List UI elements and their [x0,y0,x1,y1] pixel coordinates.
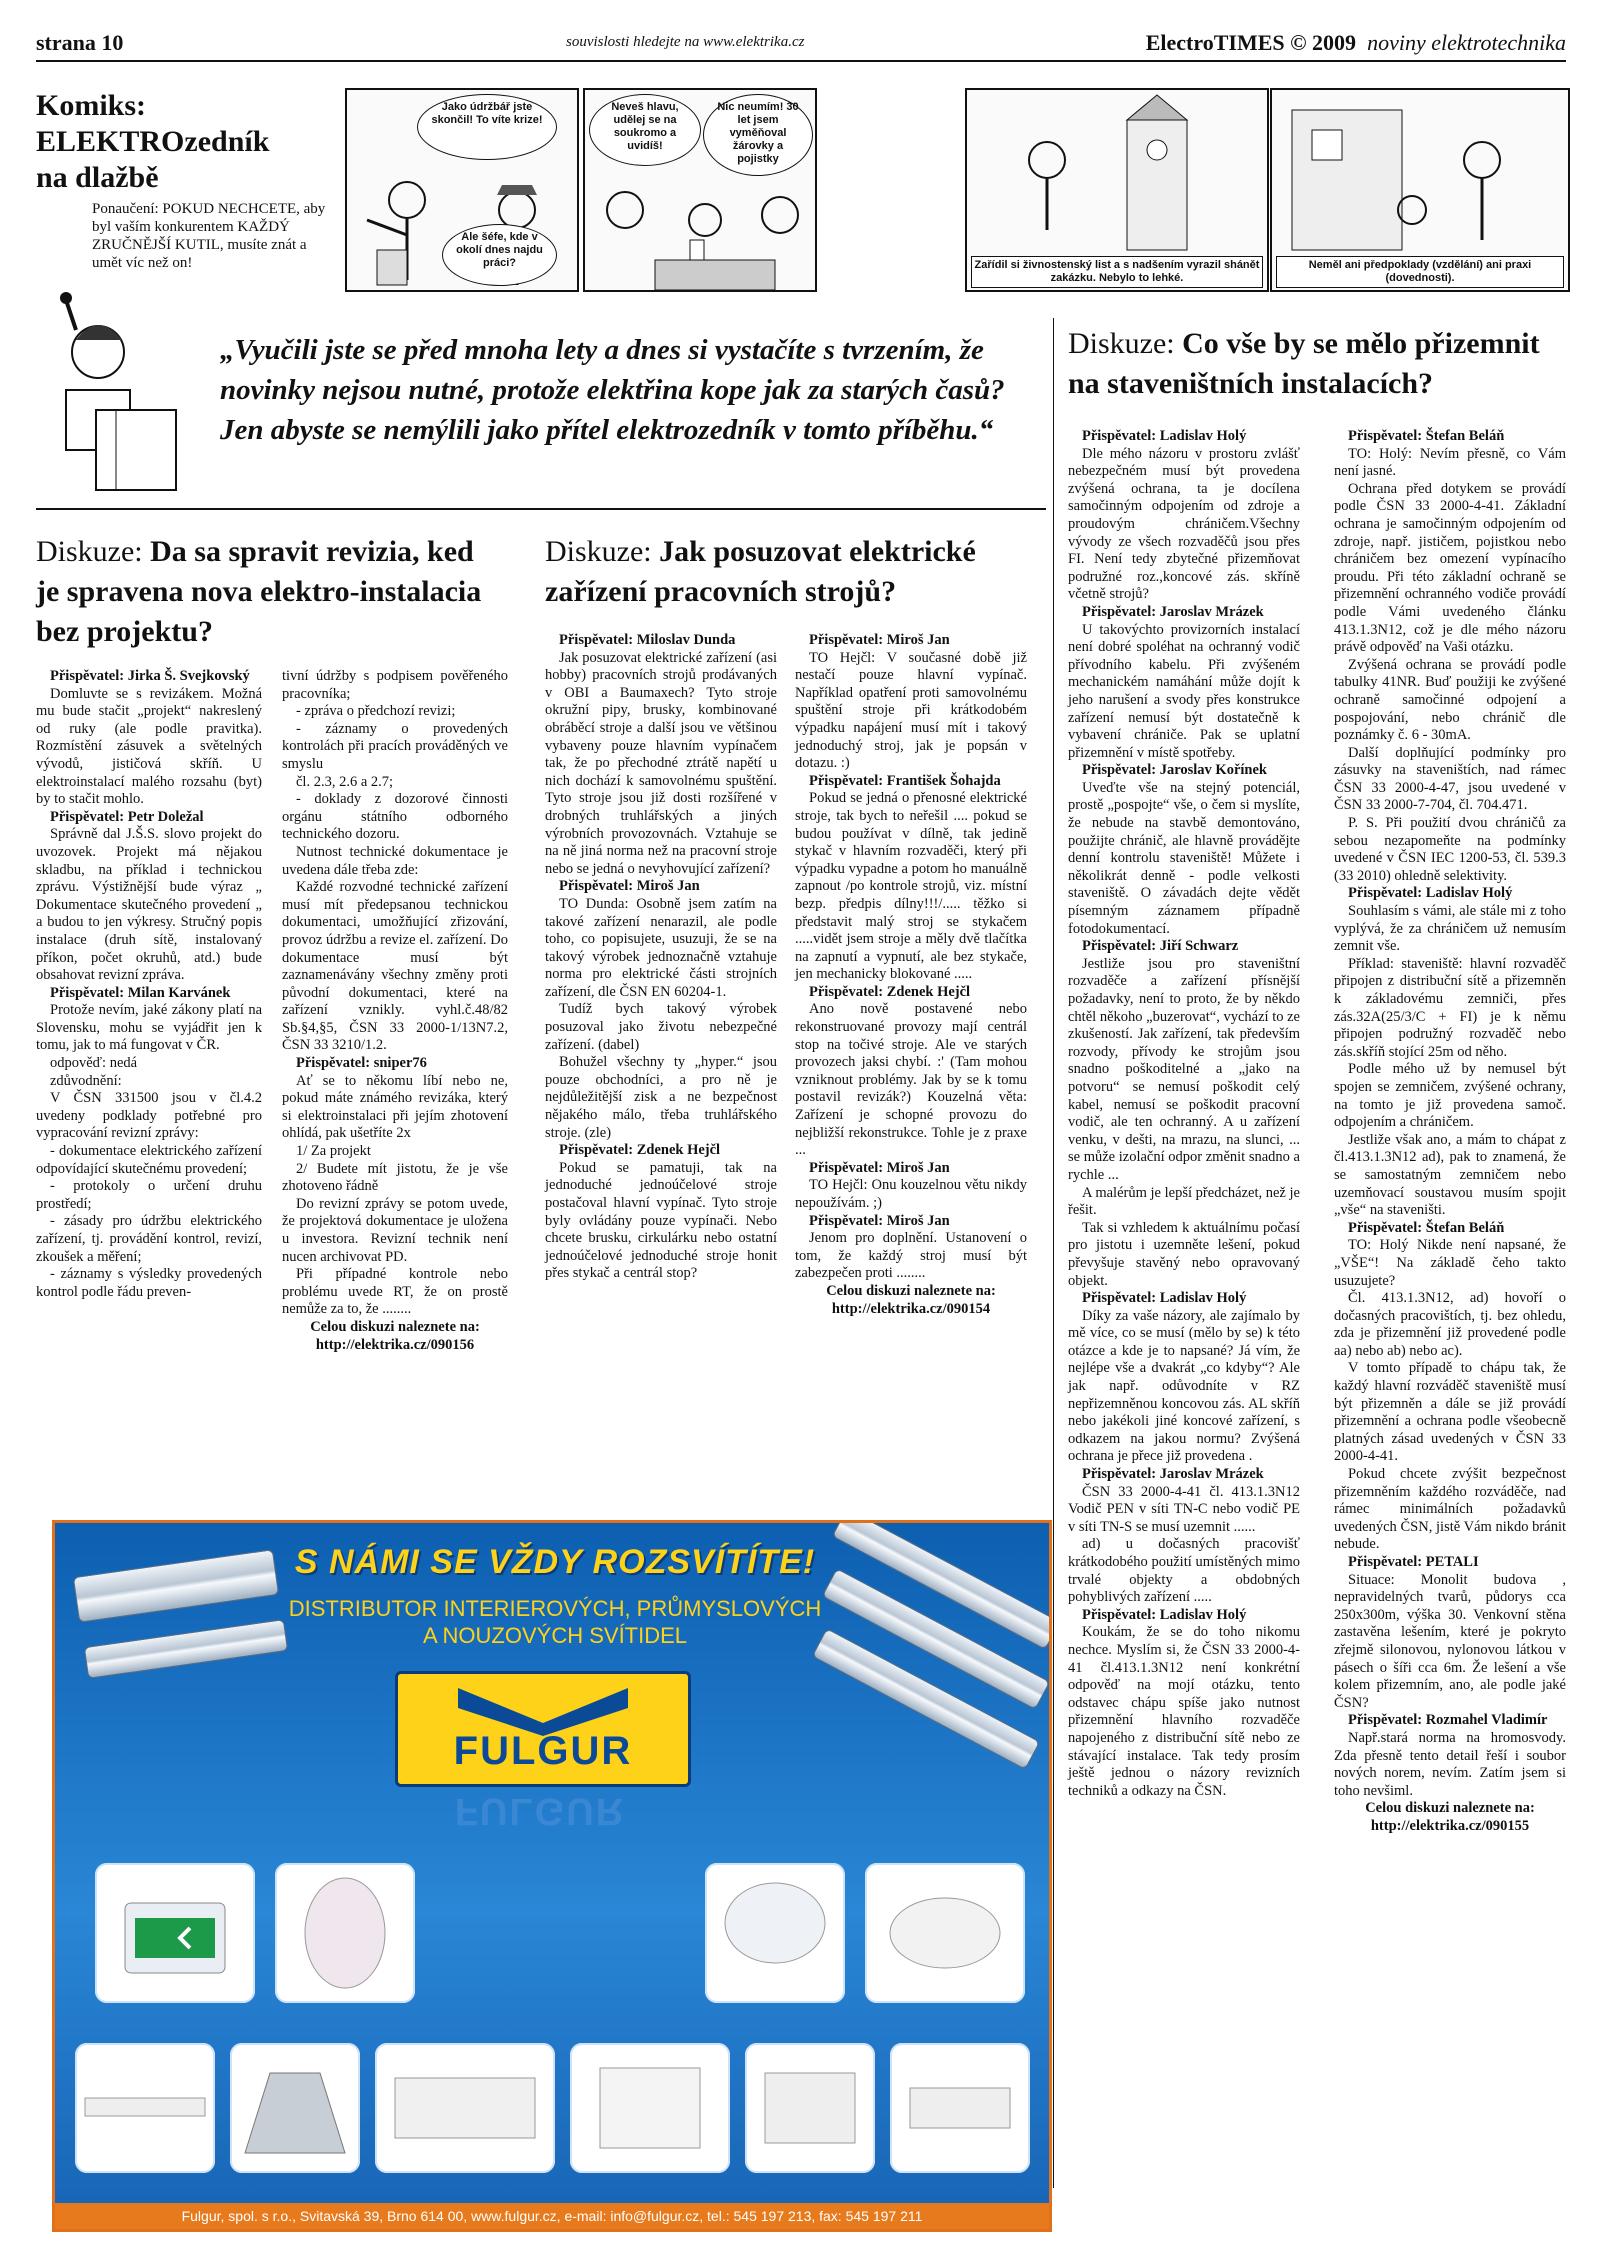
comic-caption: Neměl ani předpoklady (vzdělání) ani praxi (dovednosti). [1276,256,1564,288]
contributor-name: Přispěvatel: Štefan Beláň [1348,1219,1505,1236]
pull-quote: „Vyučili jste se před mnoha lety a dnes si vystačíte s tvrzením, že novinky nejsou nutné, protože elektřina kope jak za starých časů? Jen abyste se nemýlili jako přítel elektrozedník v tomto příběhu.“ [220,334,1005,446]
discussion-link[interactable]: Celou diskuzi naleznete na: http://elektrika.cz/090156 [310,1318,480,1353]
discussion-2-col-1 [545,632,777,1283]
paragraph: 2/ Budete mít jistotu, že je vše zhotoveno řádně [282,1160,508,1195]
paragraph: Podle mého už by nemusel být spojen se zemničem, zvýšené ochrany, na tomto je již provedena samoč. odpojením a chráničem. [1334,1061,1566,1131]
contributor-name: Přispěvatel: PETALI [1348,1554,1479,1570]
paragraph: čl. 2.3, 2.6 a 2.7; [296,773,394,790]
disc-lamp-icon [705,1863,845,2003]
column-divider [1053,318,1054,2188]
paragraph: Každé rozvodné technické zařízení musí mít předepsanou technickou dokumentaci, umožňující zřizování, provoz údržbu a revize el. zařízení. Do dokumentace musí být zaznamenávány všechny změny proti původní dokumentaci, které na zařízení vznikly. vyhl.č.48/82 Sb.§4,§5, ČSN 33 2000-1/13N7.2, ČSN 33 3210/1.2. [282,879,508,1054]
round-lamp-icon [865,1863,1025,2003]
contributor-name: Přispěvatel: Jirka Š. Svejkovský [50,668,250,684]
contributor-name: Přispěvatel: Ladislav Holý [1082,428,1247,444]
paragraph: TO: Holý: Nevím přesně, co Vám není jasné. [1334,445,1566,480]
comic-moral: Ponaučení: POKUD NECHCETE, aby byl vaším konkurentem KAŽDÝ ZRUČNĚJŠÍ KUTIL, musíte znát a umět víc než on! [92,201,326,271]
contributor-name: Přispěvatel: František Šohajda [809,772,1001,789]
paragraph: tivní údržby s podpisem pověřeného pracovníka; [282,668,508,702]
contributor-name: Přispěvatel: Miroš Jan [809,1159,950,1176]
comic-title-line-3: na dlažbě [36,161,159,194]
comic-caption: Zařídil si živnostenský list a s nadšením vyrazil shánět zakázku. Nebylo to lehké. [971,256,1263,288]
paragraph: Jestliže jsou pro staveništní rozvaděče a zařízení přísnější požadavky, není to proto, že by někdo chtěl někoho „buzerovat“, vychází to ze zkušeností. Jak zařízení, tak především rozvody, přívody ke strojům jsou snadno poškoditelné a „jako na potvoru“ se nemusí poškodit celý kabel, nemusí se poškodit pracovní vodič, ale ten ochranný. A u zařízení venku, v dešti, na mrazu, na slunci, ... se může izolační odpor změnit snadno a rychle ... [1068,955,1300,1183]
tagline: noviny elektrotechnika [1367,30,1566,55]
fulgur-advertisement[interactable] [52,1520,1052,2232]
contributor-name: Přispěvatel: Rozmahel Vladimír [1348,1712,1548,1729]
contributor-name: Přispěvatel: Jaroslav Mrázek [1082,603,1264,620]
comic-panel-3 [965,88,1269,292]
wall-lamp-icon [745,2043,875,2173]
paragraph: 1/ Za projekt [296,1143,371,1160]
brand: ElectroTIMES © 2009 [1145,30,1357,55]
paragraph: Uveďte vše na stejný potenciál, prostě „pospojte“ vše, o čem si myslíte, že nebude na stavbě demontováno, použijte chránič, ale hlavně provádějte denní kontrolu staveniště! Můžete i několikrát denně - podle velkosti staveniště. O závadách dejte vědět písemným záznamem případně fotodokumentací. [1068,779,1300,937]
contributor-name: Přispěvatel: Jiří Schwarz [1082,938,1239,955]
paragraph: Tak si vzhledem k aktuálnímu počasí pro jistotu i uzemněte lešení, pokud převyšuje stavěný nebo opravovaný objekt. [1068,1219,1300,1289]
paragraph: Ať se to někomu líbí nebo ne, pokud máte známého revizáka, který si elektroinstalaci při jejím zhotovení ohlídá, pak ušetříte 2x [282,1072,508,1142]
paragraph: V ČSN 331500 jsou v čl.4.2 uvedeny podklady potřebné pro vypracování revizní zprávy: [36,1090,262,1142]
page-header [36,30,1566,62]
comic-title [36,88,269,196]
ad-footer[interactable]: Fulgur, spol. s r.o., Svitavská 39, Brno 614 00, www.fulgur.cz, e-mail: info@fulgur.cz, tel.: 545 197 213, fax: 545 197 211 [55,2203,1049,2229]
product-wall-light [745,2043,875,2173]
product-strip-light [75,2043,215,2173]
paragraph: Nutnost technické dokumentace je uvedena dále třeba zde: [282,843,508,878]
paragraph: ČSN 33 2000-4-41 čl. 413.1.3N12 Vodič PEN v síti TN-C nebo vodič PE v síti TN-S se musí uzemnit ...... [1068,1483,1300,1535]
paragraph: - zpráva o předchozí revizi; [296,703,456,720]
paragraph: - záznamy s výsledky provedených kontrol podle řádu preven- [36,1266,262,1300]
contributor-name: Přispěvatel: Zdenek Hejčl [809,983,971,1000]
paragraph: Jak posuzovat elektrické zařízení (asi hobby) pracovních strojů prodávaných v OBI a Baumaxech? Tyto stroje okružní pipy, brusky, kombinované obráběcí stroje a další jsou ve většinou vybaveny pouze hlavním vypínačem tak, že po přechodné ztrátě napětí u nich dochází k samovolnému spuštění. Tyto stroje jsou již dosti rozšířené v drobných truhlářských a jiných výrobních provozovnách. Vztahuje se na ně jiná norma než na pracovní stroje nebo se jedná o nevyhovující zařízení? [545,649,777,877]
paragraph: Ano nově postavené nebo rekonstruované provozy mají centrál stop na točivé stroje. Ale ve starých provozech jaksi chybí. :' (Tam mohou vzniknout problémy. Jak by se k tomu postavil revizák?) Kouzelná věta: Zařízení je schopné provozu do nejbližší rekonstrukce. Tohle je z praxe ... [795,1001,1027,1159]
paragraph: - zásady pro údržbu elektrického zařízení, tj. provádění kontrol, revizí, zkoušek a měření; [36,1213,262,1265]
strip-lamp-icon [75,2043,215,2173]
paragraph: Při případné kontrole nebo problému uvede RT, že on prostě nemůže za to, že ........ [282,1266,508,1318]
product-emergency-light [95,1863,255,2003]
contributor-name: Přispěvatel: Zdenek Hejčl [559,1142,721,1159]
speech-bubble: Nic neumím! 30 let jsem vyměňoval žárovky a pojistky [703,94,813,176]
product-round-light [865,1863,1025,2003]
oval-lamp-icon [275,1863,415,2003]
product-panel-light [375,2043,555,2173]
paragraph: odpověď: nedá [50,1055,138,1072]
paragraph: V tomto případě to chápu tak, že každý hlavní rozváděč staveniště musí být přizemněn a dále se již provádí přizemnění a ochrana podle všeobecně platných zásad uvedených v ČSN 33 2000-4-41. [1334,1360,1566,1465]
contributor-name: Přispěvatel: Ladislav Holý [1082,1606,1247,1623]
contributor-name: Přispěvatel: Ladislav Holý [1348,885,1513,902]
paragraph: Souhlasím s vámi, ale stále mi z toho vyplývá, že za chráničem už nemusím zemnit vše. [1334,903,1566,955]
paragraph: Jestliže však ano, a mám to chápat z čl.413.1.3N12 ad), pak to znamená, že se samostatným zemničem nebo uzemňovací soustavou musím spojit „vše“ na staveništi. [1334,1131,1566,1219]
ad-subheadline: DISTRIBUTOR INTERIEROVÝCH, PRŮMYSLOVÝCH A NOUZOVÝCH SVÍTIDEL [288,1596,822,1648]
paragraph: A malérům je lepší předcházet, než je řešit. [1068,1184,1300,1219]
discussion-link[interactable]: Celou diskuzi naleznete na: http://elektrika.cz/090154 [826,1282,996,1317]
paragraph: Jenom pro doplnění. Ustanovení o tom, že každý stroj musí být zabezpečen proti ........ [795,1230,1027,1282]
comic-title-line-1: Komiks: [36,89,147,122]
paragraph: Bohužel všechny ty „hyper.“ jsou pouze obchodníci, a pro ně je nejdůležitější zisk a ne bezpečnost nějakého málo, třeba truhlářského stroje. (zle) [545,1054,777,1141]
paragraph: Pokud chcete zvýšit bezpečnost přizemněním každého rozváděče, nad rámec minimálních požadavků uvedených ČSN, jistě Vám nikdo bránit nebude. [1334,1466,1566,1553]
contributor-name: Přispěvatel: Milan Karvánek [50,984,231,1001]
comic-panel-2 [583,88,817,292]
contributor-name: Přispěvatel: Miloslav Dunda [559,632,736,648]
discussion-3-col-2 [1334,428,1566,1836]
paragraph: Správně dal J.Š.S. slovo projekt do uvozovek. Projekt má nějakou skladbu, na příklad i technickou zprávu. Výstižnější bude výraz „ Dokumentace skutečného provedení „ a budou to jen výkresy. Stručný popis instalace (druh sítě, instalovaný příkon, počet okruhů, atd.) bude obsahovat revizní zpráva. [36,826,262,984]
product-linear-light [890,2043,1030,2173]
paragraph: Domluvte se s revizákem. Možná mu bude stačit „projekt“ nakreslený od ruky (ale podle pravitka). Rozmístění zásuvek a světelných vývodů, jističová skříň. U elektroinstalací malého rozsahu (byt) by to stačit mohlo. [36,685,262,808]
paragraph: Zvýšená ochrana se provádí podle tabulky 41NR. Buď použiji ke zvýšené ochraně samočinné odpojení a pospojování, nebo chránič dle poznámky č. 6 - 30mA. [1334,656,1566,744]
header-link[interactable]: souvislosti hledejte na www.elektrika.cz [566,34,805,50]
ad-headline: S NÁMI SE VŽDY ROZSVÍTÍTE! [294,1543,816,1581]
discussion-1-title: Diskuze: Da sa spravit revizia, ked je spravena nova elektro-instalacia bez projektu? [36,535,482,648]
paragraph: TO Dunda: Osobně jsem zatím na takové zařízení nenarazil, ale podle toho, co popisujete, usuzuji, že se na takový výrobek jednoznačně vztahuje norma pro elektrické části strojních zařízení, dle ČSN EN 60204-1. [545,895,777,1000]
contributor-name: Přispěvatel: Štefan Beláň [1348,428,1505,444]
paragraph: Např.stará norma na hromosvody. Zda přesně tento detail řeší i soubor nových norem, nevím. Zatím jsem si toho nevšiml. [1334,1729,1566,1799]
paragraph: P. S. Při použití dvou chráničů za sebou nezapomeňte na podmínky uvedené v ČSN IEC 1200-53, čl. 539.3 (33 2010) ohledně selektivity. [1334,815,1566,884]
page-number: strana 10 [36,30,124,55]
panel-lamp-icon [375,2043,555,2173]
paragraph: zdůvodnění: [50,1072,122,1089]
paragraph: Ochrana před dotykem se provádí podle ČSN 33 2000-4-41. Základní ochrana je samočinným odpojením od zdroje, např. jističem, pojistkou nebo chráničem bez omezení vypínacího proudu. Při této základní ochraně se přizemnění ochranného vodiče provádí podle Vámi uvedeného článku 413.1.3N12, což je dle mého názoru právě odpověď na Vaši otázku. [1334,480,1566,656]
speech-bubble: Neveš hlavu, udělej se na soukromo a uvidíš! [589,94,701,166]
paragraph: ad) u dočasných pracovišť krátkodobého použití umístěných mimo trvalé objekty a obdobných pohyblivých zařízení ..... [1068,1536,1300,1606]
fulgur-logo: FULGUR [395,1671,691,1787]
lecturer-figure-icon [36,280,186,500]
paragraph: Další doplňující podmínky pro zásuvky na staveništích, nad rámec ČSN 33 2000-4-47, jsou uvedené v ČSN 33 2000-7-704, čl. 704.471. [1334,744,1566,814]
paragraph: U takovýchto provizorních instalací není dobré spoléhat na ochranný vodič přívodního kabelu. Při zvýšeném mechanickém namáhání může dojít k jeho narušení a svody přes konstrukce zařízení nemusí být dostatečně k vybavení chrániče. Pak se uplatní přizemnění v místě spotřeby. [1068,621,1300,761]
paragraph: TO Hejčl: V současné době již nestačí pouze hlavní vypínač. Například opatření proti samovolnému spuštění stroje při krátkodobém výpadku napájení musí mít i takový jednoduchý stroj, jak je popsán v dotazu. :) [795,649,1027,772]
discussion-3-col-1 [1068,428,1300,1800]
contributor-name: Přispěvatel: Miroš Jan [809,632,950,648]
highbay-lamp-icon [230,2043,360,2173]
product-oval-light [275,1863,415,2003]
paragraph: Situace: Monolit budova , nepravidelných tvarů, půdorys cca 250x300m, výška 30. Venkovní stěna zastavěna lešením, které je pokryto zřejmě silonovou, nylonovou látkou v pásech o šíři cca 6m. Že lešení a vše kolem přizemním, ano, ale podle jaké ČSN? [1334,1571,1566,1711]
paragraph: - protokoly o určení druhu prostředí; [36,1178,262,1212]
paragraph: Příklad: staveniště: hlavní rozvaděč připojen z distribuční sítě a přizemněn k základovému zemniči, přes zás.32A(25/3/C + FI) je k němu připojen podružný rozvaděč nebo zás.skříň stojící 25m od něho. [1334,955,1566,1060]
contributor-name: Přispěvatel: sniper76 [296,1055,427,1072]
paragraph: Koukám, že se do toho nikomu nechce. Myslím si, že ČSN 33 2000-4-41 čl.413.1.3N12 není konkrétní odpověď na mojí otázku, tento odstavec chápu spíše jako nutnost přizemnění hlavního rozvaděče napojeného z distribuční sítě nebo ze stávající instalace. Tak tedy prosím ještě jednou o názory revizních techniků a odkazy na ČSN. [1068,1624,1300,1799]
paragraph: Čl. 413.1.3N12, ad) hovoří o dočasných pracovištích, tj. bez ohledu, zda je přizemnění již provedené podle aa) nebo ab) nebo ac). [1334,1290,1566,1359]
contributor-name: Přispěvatel: Ladislav Holý [1082,1290,1247,1307]
contributor-name: Přispěvatel: Petr Doležal [50,808,204,825]
paragraph: Dle mého názoru v prostoru zvlášť nebezpečném musí být provedena zvýšená ochrana, ta je docílena samočinným odpojením od zdroje a proudovým chráničem.Všechny vývody ze všech rozvaděčů jsou přes FI. Není tedy zbytečné přizemňovat podružné roz.,koncové zás. skříně včetně strojů? [1068,445,1300,603]
discussion-3-title: Diskuze: Co vše by se mělo přizemnit na staveništních instalacích? [1068,327,1540,400]
divider [36,508,1046,510]
linear-lamp-icon [890,2043,1030,2173]
paragraph: Tudíž bych takový výrobek posuzoval jako životu nebezpečné zařízení. (dabel) [545,1001,777,1053]
paragraph: Díky za vaše názory, ale zajímalo by mě více, co se musí (mělo by se) k této otázce a kde je to napsané? Já vím, že nejlépe vše a dvakrát „co kdyby“? Ale jak např. odůvodníte v RZ nepřizemněnou koncovou zás. AL skříň nebo jakékoli jiné koncové zařízení, s odkazem na jakou normu? Zvýšená ochrana je přece již provedena . [1068,1307,1300,1465]
paragraph: Do revizní zprávy se potom uvede, že projektová dokumentace je uložena u investora. Revizní technik není nucen archivovat PD. [282,1195,508,1265]
logo-reflection: FULGUR [454,1790,626,1832]
comic-panel-1 [345,88,579,292]
paragraph: - doklady z dozorové činnosti orgánu státního odborného technického dozoru. [282,791,508,843]
product-square-light [570,2043,730,2173]
speech-bubble: Jako údržbář jste skončil! To víte krize! [417,94,557,160]
paragraph: Pokud se jedná o přenosné elektrické stroje, tak bych to neřešil .... pokud se budou používat v dílně, tak jedině stykač v hlavním rozvaděči, který při výpadku vypadne a potom ho manuálně zapnout /po kontrole strojů, viz. místní bezp. předpis dílny!!!/..... těžko si představit malý stroj se stykačem .....vidět jsem stroje a měly dvě tlačítka na zapnutí a vypnutí, ale bez stykače, jen mechanicky blokované ..... [795,790,1027,983]
comic-panel-4 [1270,88,1570,292]
paragraph: Pokud se pamatuji, tak na jednoduché jednoúčelové stroje postačoval hlavní vypínač. Tyto stroje byly ovládány pouze vypínači. Nebo chcete brusku, cirkulárku nebo ostatní jednoúčelové jednoduché stroje honit přes stykač a centrál stop? [545,1159,777,1282]
paragraph: TO Hejčl: Onu kouzelnou větu nikdy nepoužívám. ;) [795,1177,1027,1211]
paragraph: - záznamy o provedených kontrolách při pracích prováděných ve smyslu [282,720,508,772]
paragraph: - dokumentace elektrického zařízení odpovídající skutečnému provedení; [36,1143,262,1177]
contributor-name: Přispěvatel: Jaroslav Mrázek [1082,1466,1264,1483]
paragraph: TO: Holý Nikde není napsané, že „VŠE“! Na základě čeho takto usuzujete? [1334,1237,1566,1289]
square-lamp-icon [570,2043,730,2173]
discussion-1-col-1 [36,668,262,1301]
paragraph: Protože nevím, jaké zákony platí na Slovensku, mohu se vyjádřit jen k tomu, jak to má fungovat v ČR. [36,1002,262,1054]
discussion-link[interactable]: Celou diskuzi naleznete na: http://elektrika.cz/090155 [1365,1800,1535,1834]
product-disc-light [705,1863,845,2003]
contributor-name: Přispěvatel: Miroš Jan [809,1212,950,1229]
masthead [1146,30,1566,56]
discussion-2-title: Diskuze: Jak posuzovat elektrické zařízení pracovních strojů? [545,535,976,608]
exit-sign-icon [95,1863,255,2003]
product-highbay-light [230,2043,360,2173]
discussion-1-col-2 [282,668,508,1354]
comic-title-line-2: ELEKTROzedník [36,125,270,158]
discussion-2-col-2 [795,632,1027,1318]
contributor-name: Přispěvatel: Miroš Jan [559,878,700,895]
contributor-name: Přispěvatel: Jaroslav Kořínek [1082,762,1267,779]
speech-bubble: Ale šéfe, kde v okolí dnes najdu práci? [442,224,557,286]
